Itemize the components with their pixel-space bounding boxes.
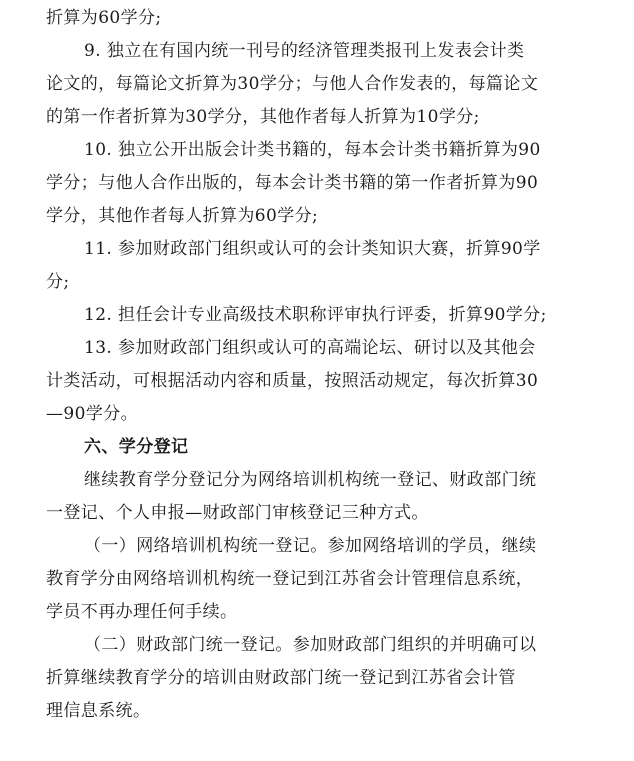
- text-line: 继续教育学分登记分为网络培训机构统一登记、财政部门统: [84, 470, 537, 490]
- text-line: 折算为60学分;: [46, 8, 162, 28]
- text-line: —90学分。: [46, 404, 139, 424]
- text-line: 计类活动，可根据活动内容和质量，按照活动规定，每次折算30: [46, 371, 539, 391]
- text-line: 分;: [46, 272, 70, 292]
- text-line: 学员不再办理任何手续。: [46, 602, 238, 622]
- text-line: 论文的，每篇论文折算为30学分；与他人合作发表的，每篇论文: [46, 74, 539, 94]
- text-line: 的第一作者折算为30学分，其他作者每人折算为10学分;: [46, 107, 480, 127]
- text-line: 折算继续教育学分的培训由财政部门统一登记到江苏省会计管: [46, 668, 516, 688]
- text-line: 9. 独立在有国内统一刊号的经济管理类报刊上发表会计类: [84, 41, 525, 61]
- text-line: 学分，其他作者每人折算为60学分;: [46, 206, 319, 226]
- text-line: 一登记、个人申报—财政部门审核登记三种方式。: [46, 503, 429, 523]
- text-line: 11. 参加财政部门组织或认可的会计类知识大赛，折算90学: [84, 239, 541, 259]
- text-line: 12. 担任会计专业高级技术职称评审执行评委，折算90学分;: [84, 305, 547, 325]
- text-line: 13. 参加财政部门组织或认可的高端论坛、研讨以及其他会: [84, 338, 536, 358]
- text-line: （二）财政部门统一登记。参加财政部门组织的并明确可以: [84, 635, 537, 655]
- text-line: （一）网络培训机构统一登记。参加网络培训的学员，继续: [84, 536, 537, 556]
- text-line: 10. 独立公开出版会计类书籍的，每本会计类书籍折算为90: [84, 140, 541, 160]
- text-line: 理信息系统。: [46, 701, 151, 721]
- text-line: 学分；与他人合作出版的，每本会计类书籍的第一作者折算为90: [46, 173, 539, 193]
- section-heading: 六、学分登记: [84, 437, 189, 457]
- text-line: 教育学分由网络培训机构统一登记到江苏省会计管理信息系统，: [46, 569, 534, 589]
